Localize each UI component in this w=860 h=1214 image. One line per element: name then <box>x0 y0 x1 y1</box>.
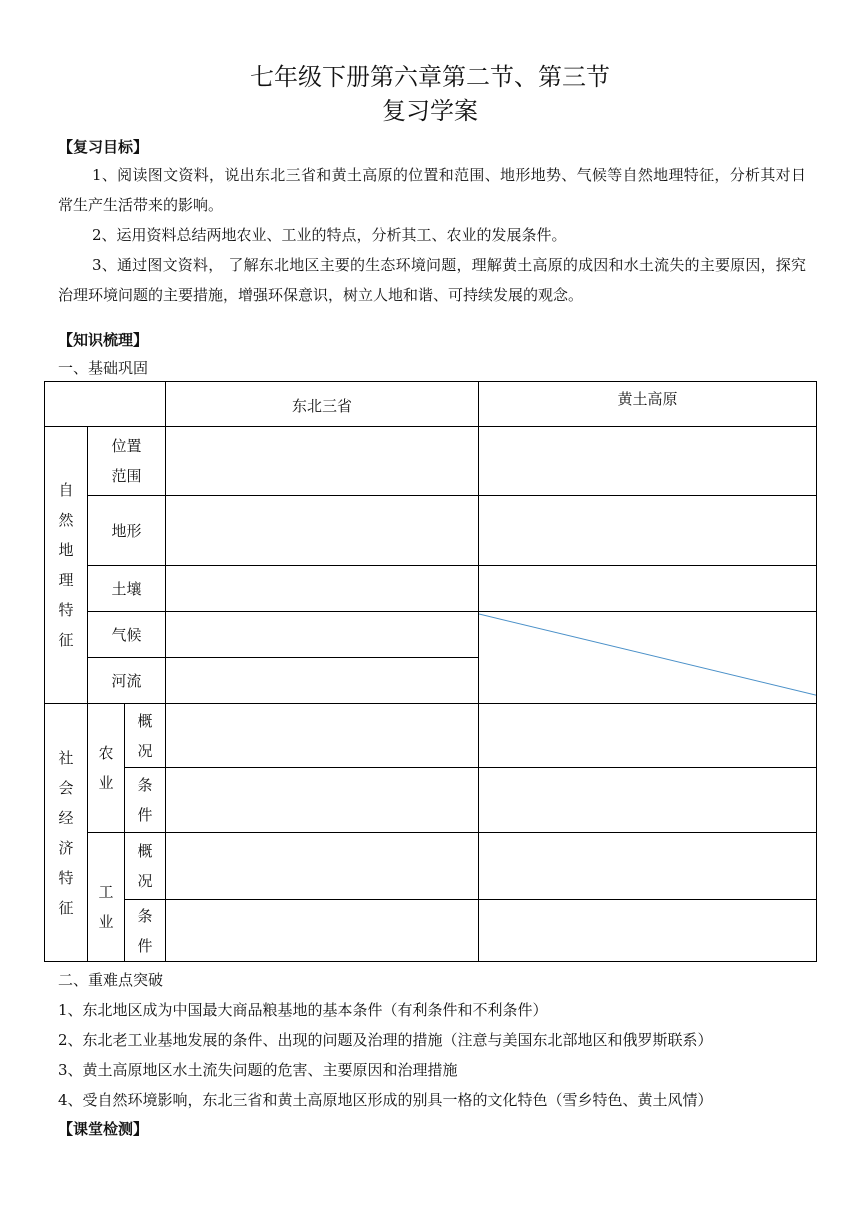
doc-title-line2: 复习学案 <box>382 97 478 125</box>
cell-dongbei-heliu[interactable] <box>166 658 479 704</box>
table-row <box>45 768 817 833</box>
knowledge-sub1: 一、基础巩固 <box>58 359 149 377</box>
row-label-qihou: 气候 <box>88 612 166 658</box>
cell-huangtu-industry-gaikuang[interactable] <box>479 833 817 900</box>
cell-huangtu-qihou-heliu <box>479 612 817 704</box>
cell-dongbei-qihou[interactable] <box>166 612 479 658</box>
cell-dongbei-weizhi[interactable] <box>166 427 479 496</box>
cell-dongbei-agri-tiaojian[interactable] <box>166 768 479 833</box>
goal-item-2 <box>58 220 806 250</box>
keypoint-item-4: 4、受自然环境影响，东北三省和黄土高原地区形成的别具一格的文化特色（雪乡特色、黄土风情） <box>58 1091 713 1109</box>
review-table <box>44 381 817 962</box>
doc-title-line1: 七年级下册第六章第二节、第三节 <box>250 63 610 91</box>
col-header-huangtu: 黄土高原 <box>479 382 817 427</box>
row-label-weizhi: 位置 范围 <box>88 427 166 496</box>
table-row <box>45 427 817 496</box>
table-row <box>45 612 817 658</box>
check-heading: 【课堂检测】 <box>58 1120 149 1138</box>
keypoint-item-1: 1、东北地区成为中国最大商品粮基地的基本条件（有利条件和不利条件） <box>58 1001 548 1019</box>
row-label-heliu: 河流 <box>88 658 166 704</box>
row-label-dixing: 地形 <box>88 496 166 566</box>
col-header-dongbei: 东北三省 <box>166 382 479 427</box>
goal-item-3-text: 3、通过图文资料， 了解东北地区主要的生态环境问题，理解黄土高原的成因和水土流失的主要原因，探究治理环境问题的主要措施，增强环保意识，树立人地和谐、可持续发展的观念。 <box>58 256 806 304</box>
cell-huangtu-agri-tiaojian[interactable] <box>479 768 817 833</box>
cell-dongbei-agri-gaikuang[interactable] <box>166 704 479 768</box>
table-row <box>45 496 817 566</box>
goal-item-1-text: 1、阅读图文资料，说出东北三省和黄土高原的位置和范围、地形地势、气候等自然地理特征，分析其对日常生产生活带来的影响。 <box>58 166 806 214</box>
knowledge-heading: 【知识梳理】 <box>58 331 149 349</box>
cell-huangtu-turang[interactable] <box>479 566 817 612</box>
agri-tiaojian-label: 条 件 <box>125 768 166 833</box>
cell-dongbei-industry-gaikuang[interactable] <box>166 833 479 900</box>
cell-dongbei-dixing[interactable] <box>166 496 479 566</box>
goal-item-3 <box>58 250 806 310</box>
goal-item-1 <box>58 160 806 220</box>
table-header-row <box>45 382 817 427</box>
diagonal-strike <box>479 612 816 703</box>
cell-huangtu-dixing[interactable] <box>479 496 817 566</box>
industry-gaikuang-label: 概 况 <box>125 833 166 900</box>
table-row <box>45 704 817 768</box>
goal-item-2-text: 2、运用资料总结两地农业、工业的特点，分析其工、农业的发展条件。 <box>92 226 567 244</box>
table-row <box>45 566 817 612</box>
keypoints-sub2: 二、重难点突破 <box>58 971 164 989</box>
industry-label: 工 业 <box>88 833 125 962</box>
industry-tiaojian-label: 条 件 <box>125 900 166 962</box>
cell-huangtu-industry-tiaojian[interactable] <box>479 900 817 962</box>
keypoint-item-2: 2、东北老工业基地发展的条件、出现的问题及治理的措施（注意与美国东北部地区和俄罗斯联系） <box>58 1031 713 1049</box>
corner-cell <box>45 382 166 427</box>
social-group-label: 社 会 经 济 特 征 <box>45 704 88 962</box>
cell-huangtu-agri-gaikuang[interactable] <box>479 704 817 768</box>
agri-label: 农 业 <box>88 704 125 833</box>
nature-group-label: 自 然 地 理 特 征 <box>45 427 88 704</box>
cell-dongbei-industry-tiaojian[interactable] <box>166 900 479 962</box>
table-row <box>45 833 817 900</box>
keypoint-item-3: 3、黄土高原地区水土流失问题的危害、主要原因和治理措施 <box>58 1061 458 1079</box>
goals-heading: 【复习目标】 <box>58 138 149 156</box>
agri-gaikuang-label: 概 况 <box>125 704 166 768</box>
cell-dongbei-turang[interactable] <box>166 566 479 612</box>
table-row <box>45 900 817 962</box>
row-label-turang: 土壤 <box>88 566 166 612</box>
cell-huangtu-weizhi[interactable] <box>479 427 817 496</box>
